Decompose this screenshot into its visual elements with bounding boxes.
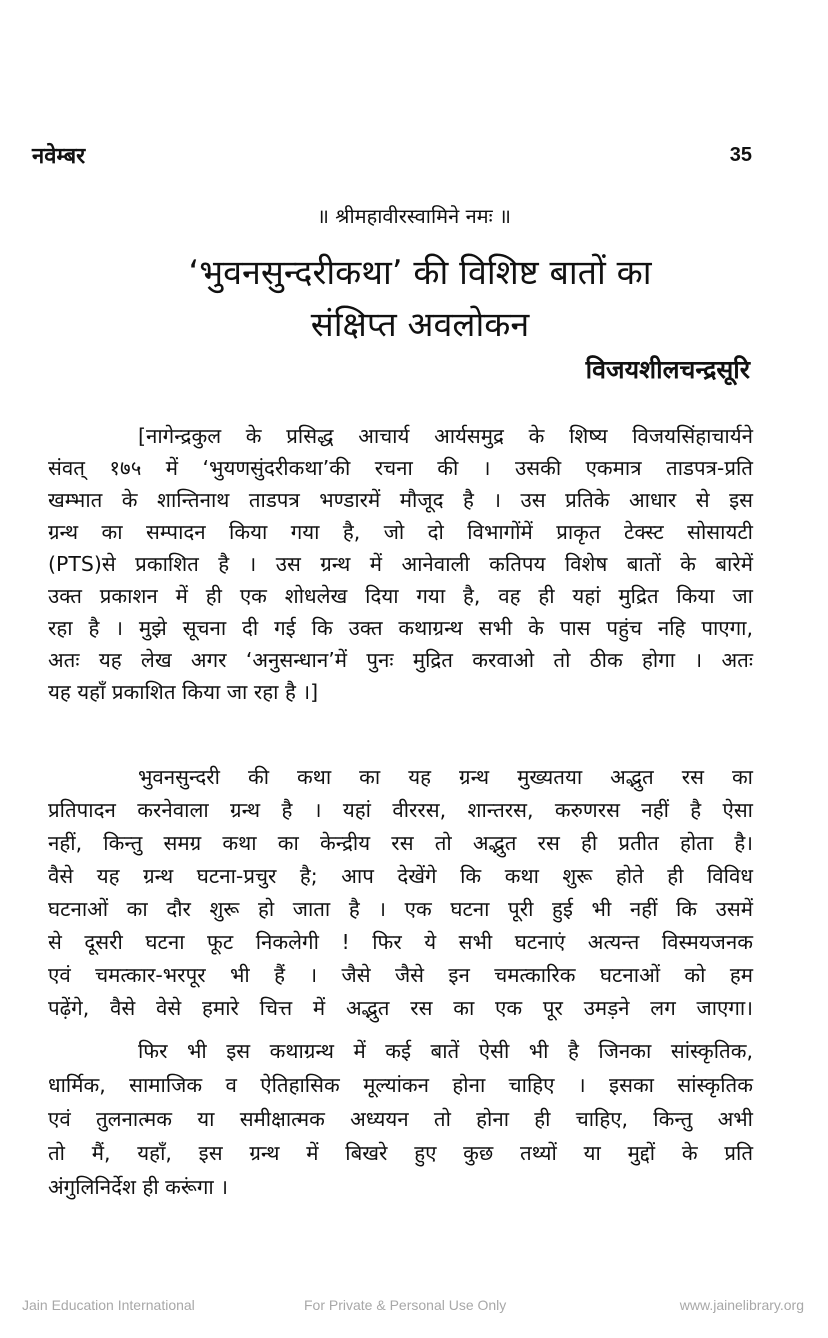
text-line: यह यहाँ प्रकाशित किया जा रहा है ।]	[48, 680, 319, 704]
article-title-line-1: ‘भुवनसुन्दरीकथा’ की विशिष्ट बातों का	[188, 253, 652, 293]
text-line: धार्मिक, सामाजिक व ऐतिहासिक मूल्यांकन होना चाहिए । इसका सांस्कृतिक	[48, 1073, 753, 1097]
text-line: खम्भात के शान्तिनाथ ताडपत्र भण्डारमें मौजूद है । उस प्रतिके आधार से इस	[48, 488, 753, 512]
page-number: 35	[729, 144, 752, 166]
text-line: उक्त प्रकाशन में ही एक शोधलेख दिया गया है, वह ही यहां मुद्रित किया जा	[48, 584, 753, 608]
text-line: अतः यह लेख अगर ‘अनुसन्धान’में पुनः मुद्रित करवाओ तो ठीक होगा । अतः	[48, 648, 753, 672]
text-line: अंगुलिनिर्देश ही करूंगा ।	[48, 1175, 228, 1199]
text-line: घटनाओं का दौर शुरू हो जाता है । एक घटना पूरी हुई भी नहीं कि उसमें	[48, 897, 753, 921]
text-line: वैसे यह ग्रन्थ घटना-प्रचुर है; आप देखेंगे कि कथा शुरू होते ही विविध	[48, 864, 753, 888]
text-line: तो मैं, यहाँ, इस ग्रन्थ में बिखरे हुए कुछ तथ्यों या मुद्दों के प्रति	[48, 1141, 753, 1165]
text-line: प्रतिपादन करनेवाला ग्रन्थ है । यहां वीररस, शान्तरस, करुणरस नहीं है ऐसा	[48, 798, 753, 822]
footer-website-link[interactable]: www.jainelibrary.org	[679, 1297, 804, 1313]
text-line: एवं तुलनात्मक या समीक्षात्मक अध्ययन तो होना ही चाहिए, किन्तु अभी	[48, 1107, 753, 1131]
invocation: ॥ श्रीमहावीरस्वामिने नमः ॥	[316, 204, 512, 228]
text-line: [नागेन्द्रकुल के प्रसिद्ध आचार्य आर्यसमुद्र के शिष्य विजयसिंहाचार्यने	[138, 424, 753, 448]
text-line: ग्रन्थ का सम्पादन किया गया है, जो दो विभागोंमें प्राकृत टेक्स्ट सोसायटी	[48, 520, 753, 544]
text-line: फिर भी इस कथाग्रन्थ में कई बातें ऐसी भी है जिनका सांस्कृतिक,	[138, 1039, 753, 1063]
footer-usage-notice: For Private & Personal Use Only	[304, 1297, 507, 1313]
author: विजयशीलचन्द्रसूरि	[585, 355, 750, 384]
text-line: नहीं, किन्तु समग्र कथा का केन्द्रीय रस तो अद्भुत रस ही प्रतीत होता है।	[48, 831, 753, 855]
text-line: भुवनसुन्दरी की कथा का यह ग्रन्थ मुख्यतया अद्भुत रस का	[138, 765, 753, 789]
text-line: रहा है । मुझे सूचना दी गई कि उक्त कथाग्रन्थ सभी के पास पहुंच नहि पाएगा,	[48, 616, 753, 640]
text-line: एवं चमत्कार-भरपूर भी हैं । जैसे जैसे इन चमत्कारिक घटनाओं को हम	[48, 963, 753, 987]
footer-publisher: Jain Education International	[22, 1297, 195, 1313]
article-title-line-2: संक्षिप्त अवलोकन	[310, 305, 530, 345]
text-line: (PTS)से प्रकाशित है । उस ग्रन्थ में आनेवाली कतिपय विशेष बातों के बारेमें	[48, 552, 753, 576]
text-line: से दूसरी घटना फूट निकलेगी ! फिर ये सभी घटनाएं अत्यन्त विस्मयजनक	[48, 930, 753, 954]
running-head: नवेम्बर	[32, 144, 86, 169]
text-line: पढ़ेंगे, वैसे वेसे हमारे चित्त में अद्भुत रस का एक पूर उमड़ने लग जाएगा।	[48, 996, 753, 1020]
text-line: संवत् १७५ में ‘भुयणसुंदरीकथा’की रचना की । उसकी एकमात्र ताडपत्र-प्रति	[48, 456, 753, 480]
